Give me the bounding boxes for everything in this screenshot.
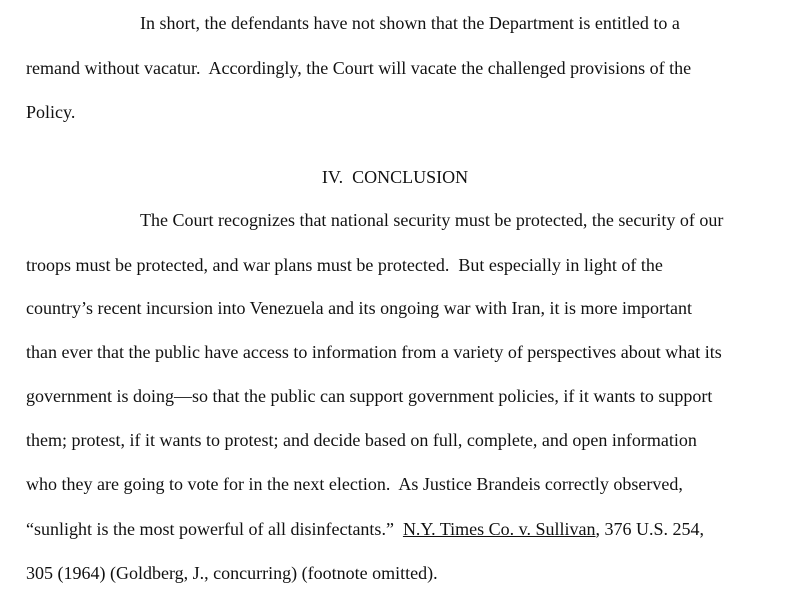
paragraph-2-line-2: troops must be protected, and war plans must be protected. But especially in light of the [26,255,663,275]
section-heading: IV. CONCLUSION [321,167,469,187]
paragraph-2-line-5: government is doing—so that the public can support government policies, if it wants to support [26,386,713,406]
paragraph-2-line-8 [26,518,704,540]
case-citation-reporter: , 376 U.S. 254, [595,519,705,539]
paragraph-2-line-4: than ever that the public have access to information from a variety of perspectives about what its [26,342,722,362]
quotation: “sunlight is the most powerful of all disinfectants.” [26,519,403,539]
paragraph-1-line-2: remand without vacatur. Accordingly, the Court will vacate the challenged provisions of the [26,58,692,78]
paragraph-2-line-6: them; protest, if it wants to protest; and decide based on full, complete, and open information [26,430,697,450]
case-citation-name: N.Y. Times Co. v. Sullivan [402,519,596,539]
paragraph-1-line-1: In short, the defendants have not shown that the Department is entitled to a [140,13,680,33]
paragraph-2-line-1: The Court recognizes that national security must be protected, the security of our [140,210,724,230]
paragraph-2-line-9: 305 (1964) (Goldberg, J., concurring) (footnote omitted). [26,563,438,583]
paragraph-2-line-7: who they are going to vote for in the next election. As Justice Brandeis correctly observed, [26,474,683,494]
paragraph-2-line-3: country’s recent incursion into Venezuela and its ongoing war with Iran, it is more important [26,298,693,318]
paragraph-1-line-3: Policy. [26,102,76,122]
